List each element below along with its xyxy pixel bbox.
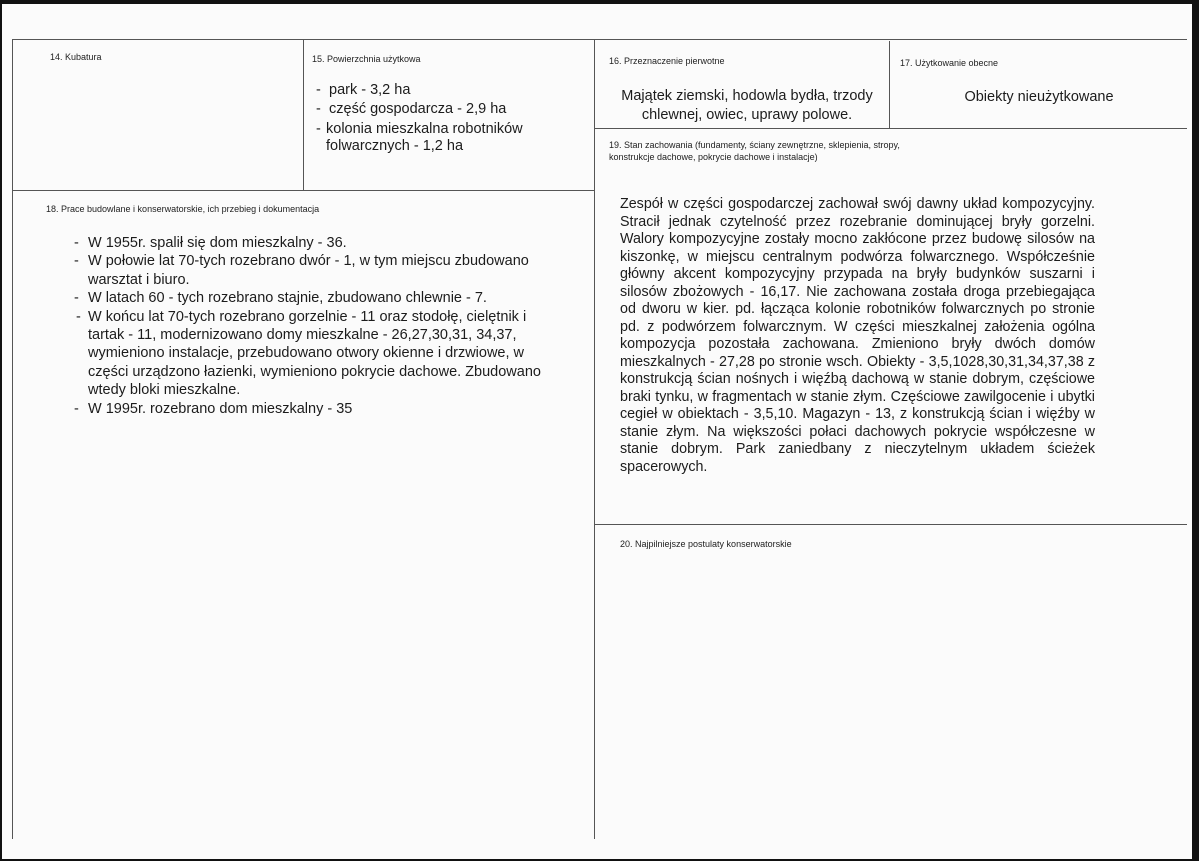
condition-description: Zespół w części gospodarczej zachował swój dawny układ kompozycyjny. Stracił jednak czytelność przez rozebranie dominującej bryły gorzelni. Walory kompozycyjne zostały mocno zakłócone przez budowę silosów na kiszonkę, w miejscu centralnym podwórza folwarcznego. Współcześnie główny akcent kompozycyjny przypada na bryły budynków suszarni i silosów zbożowych - 16,17. Nie zachowana została droga przebiegająca od dworu w kier. pd. łącząca kolonie robotników folwarcznych po stronie pd. z podwórzem folwarcznym. W części mieszkalnej założenia ogólna kompozycja pozostała zachowana. Zmieniono bryły dwóch domów mieszkalnych - 27,28 po stronie wsch. Obiekty - 3,5,1028,30,31,34,37,38 z konstrukcją ścian nośnych i więźbą dachową w stanie dobrym, częściowe braki tynku, w fragmentach w stanie złym. Częściowe zawilgocenie i ubytki cegieł w obiektach - 3,5,10. Magazyn - 13, z konstrukcją ścian i więźby w stanie złym. Na większości połaci dachowych pokrycie współczesne w stanie dobrym. Park zaniedbany z nieczytelnym układem ścieżek spacerowych.	[620, 196, 1095, 475]
list-item: - W latach 60 - tych rozebrano stajnie, zbudowano chlewnie - 7.	[74, 290, 487, 307]
divider-16-17	[889, 41, 890, 129]
section-20-label: 20. Najpilniejsze postulaty konserwatorskie	[620, 539, 792, 549]
section-15-list	[316, 81, 586, 155]
divider-row1-left	[12, 190, 595, 191]
work-item-1995: W 1995r. rozebrano dom mieszkalny - 35	[88, 400, 353, 417]
section-19-label: 19. Stan zachowania (fundamenty, ściany zewnętrzne, sklepienia, stropy, konstrukcje dachowe, pokrycie dachowe i instalacje)	[609, 140, 900, 162]
divider-19-20	[594, 524, 1187, 525]
section-18-list	[74, 234, 579, 418]
list-item: - W 1995r. rozebrano dom mieszkalny - 35	[74, 400, 353, 417]
top-border	[12, 39, 1187, 40]
work-item-late-70s: W końcu lat 70-tych rozebrano gorzelnie - 11 oraz stodołę, cielętnik i tartak - 11, modernizowano domy mieszkalne - 26,27,30,31, 34,37, wymieniono instalacje, przebudowano otwory okienne i drzwiowe, w części urządzono łazienki, wymieniono pokrycie dachowe. Zbudowano wtedy bloki mieszkalne.	[88, 308, 541, 399]
divider-14-15	[303, 39, 304, 191]
section-14-label: 14. Kubatura	[50, 52, 102, 62]
list-item: - W 1955r. spalił się dom mieszkalny - 36.	[74, 235, 347, 251]
section-17-label: 17. Użytkowanie obecne	[900, 58, 999, 68]
work-item-70s-manor: W połowie lat 70-tych rozebrano dwór - 1, w tym miejscu zbudowano warsztat i biuro.	[88, 253, 529, 288]
work-item-60s-stables: W latach 60 - tych rozebrano stajnie, zbudowano chlewnie - 7.	[88, 290, 487, 307]
list-item: - W końcu lat 70-tych rozebrano gorzelnie - 11 oraz stodołę, cielętnik i tartak - 11, modernizowano domy mieszkalne - 26,27,30,31, 34,37, wymieniono instalacje, przebudowano otwory okienne i drzwiowe, w części urządzono łazienki, wymieniono pokrycie dachowe. Zbudowano wtedy bloki mieszkalne.	[76, 308, 541, 399]
usable-area-colony: kolonia mieszkalna robotników folwarcznych - 1,2 ha	[326, 121, 523, 154]
section-15-label: 15. Powierzchnia użytkowa	[312, 54, 421, 64]
form-sheet	[2, 4, 1192, 859]
divider-16-19	[594, 128, 1187, 129]
list-item: - park - 3,2 ha	[316, 82, 411, 98]
usable-area-park: park - 3,2 ha	[329, 82, 411, 98]
center-divider	[594, 39, 595, 839]
work-item-1955: W 1955r. spalił się dom mieszkalny - 36.	[88, 235, 347, 251]
current-use-value: Obiekty nieużytkowane	[964, 89, 1114, 105]
usable-area-farm: część gospodarcza - 2,9 ha	[329, 101, 507, 117]
list-item: - W połowie lat 70-tych rozebrano dwór - 1, w tym miejscu zbudowano warsztat i biuro.	[74, 253, 529, 288]
original-purpose-value: Majątek ziemski, hodowla bydła, trzody chlewnej, owiec, uprawy polowe.	[621, 88, 873, 123]
list-item: - kolonia mieszkalna robotników folwarcznych - 1,2 ha	[316, 121, 523, 154]
section-16-label: 16. Przeznaczenie pierwotne	[609, 56, 725, 66]
left-border	[12, 39, 13, 839]
section-18-label: 18. Prace budowlane i konserwatorskie, ich przebieg i dokumentacja	[46, 204, 320, 214]
list-item: - część gospodarcza - 2,9 ha	[316, 101, 507, 117]
